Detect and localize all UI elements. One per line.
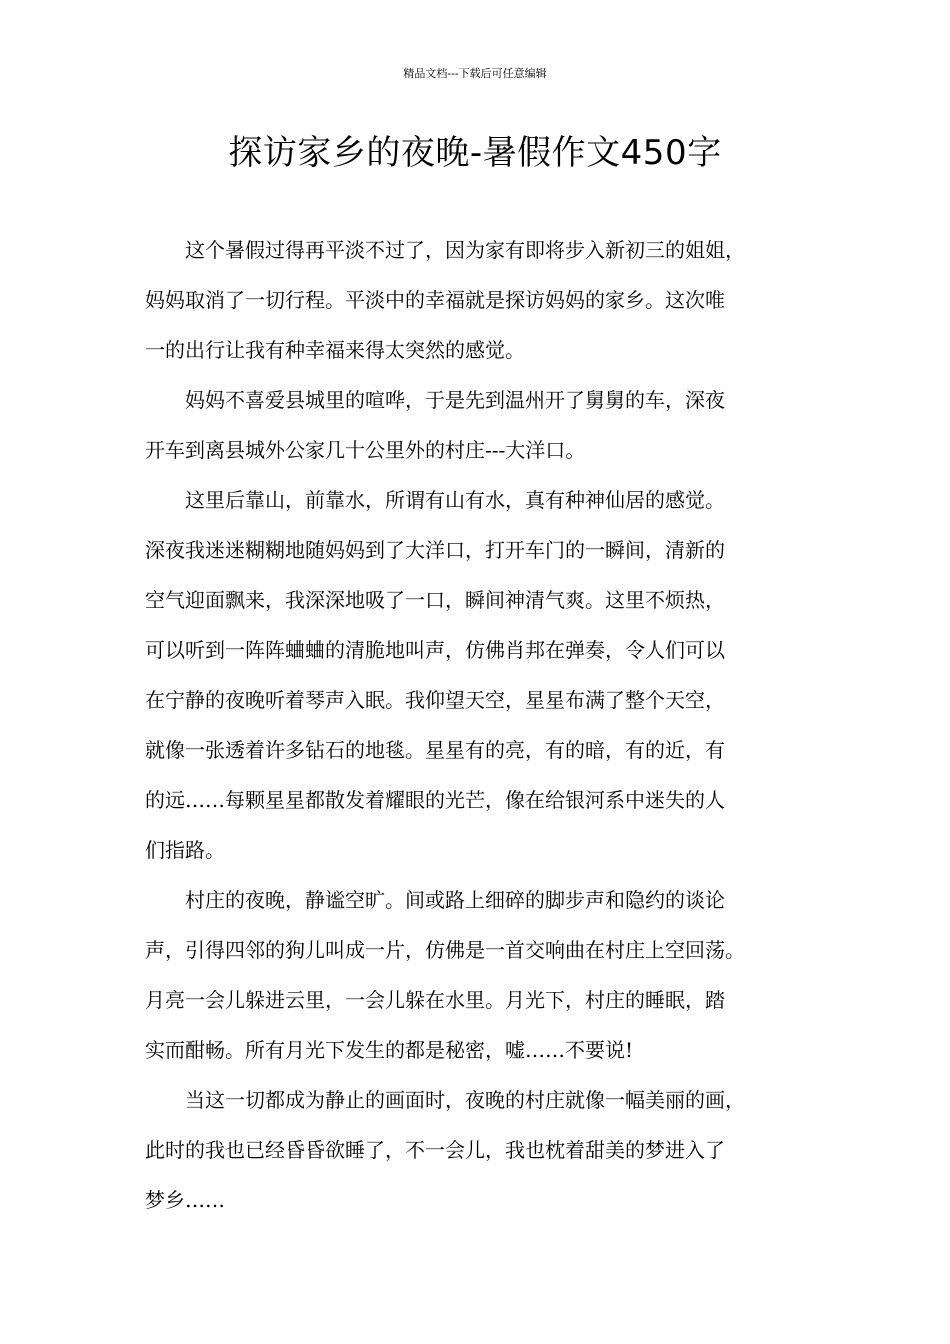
text-line: 月亮一会儿躲进云里，一会儿躲在水里。月光下，村庄的睡眠，踏: [145, 988, 725, 1012]
text-line: 这里后靠山，前靠水，所谓有山有水，真有种神仙居的感觉。: [185, 488, 725, 512]
paragraph-1: [145, 225, 825, 375]
text-line: 们指路。: [145, 838, 225, 862]
paragraph-5: [145, 1075, 825, 1225]
text-line: 此时的我也已经昏昏欲睡了，不一会儿，我也枕着甜美的梦进入了: [145, 1138, 725, 1162]
text-line: 梦乡……: [145, 1188, 225, 1212]
text-line: 深夜我迷迷糊糊地随妈妈到了大洋口，打开车门的一瞬间，清新的: [145, 538, 725, 562]
text-line: 在宁静的夜晚听着琴声入眠。我仰望天空，星星布满了整个天空，: [145, 688, 725, 712]
text-line: 实而酣畅。所有月光下发生的都是秘密，嘘……不要说!: [145, 1038, 634, 1062]
text-line: 村庄的夜晚，静谧空旷。间或路上细碎的脚步声和隐约的谈论: [185, 888, 725, 912]
text-line: 就像一张透着许多钻石的地毯。星星有的亮，有的暗，有的近，有: [145, 738, 725, 762]
text-line: 这个暑假过得再平淡不过了，因为家有即将步入新初三的姐姐，: [185, 238, 745, 262]
header-note: 精品文档---下载后可任意编辑: [403, 67, 547, 80]
paragraph-2: [145, 375, 825, 475]
text-line: 妈妈取消了一切行程。平淡中的幸福就是探访妈妈的家乡。这次唯: [145, 288, 725, 312]
page-title: 探访家乡的夜晚-暑假作文450字: [228, 133, 722, 173]
text-line: 空气迎面飘来，我深深地吸了一口，瞬间神清气爽。这里不烦热，: [145, 588, 725, 612]
text-line: 妈妈不喜爱县城里的喧哗，于是先到温州开了舅舅的车，深夜: [185, 388, 725, 412]
text-line: 的远……每颗星星都散发着耀眼的光芒，像在给银河系中迷失的人: [145, 788, 725, 812]
text-line: 一的出行让我有种幸福来得太突然的感觉。: [145, 338, 525, 362]
paragraph-3: [145, 475, 825, 875]
text-line: 声，引得四邻的狗儿叫成一片，仿佛是一首交响曲在村庄上空回荡。: [145, 938, 745, 962]
paragraph-4: [145, 875, 825, 1075]
text-line: 当这一切都成为静止的画面时，夜晚的村庄就像一幅美丽的画，: [185, 1088, 745, 1112]
article-body: [145, 225, 825, 1225]
text-line: 开车到离县城外公家几十公里外的村庄---大洋口。: [145, 438, 586, 462]
text-line: 可以听到一阵阵蛐蛐的清脆地叫声，仿佛肖邦在弹奏，令人们可以: [145, 638, 725, 662]
